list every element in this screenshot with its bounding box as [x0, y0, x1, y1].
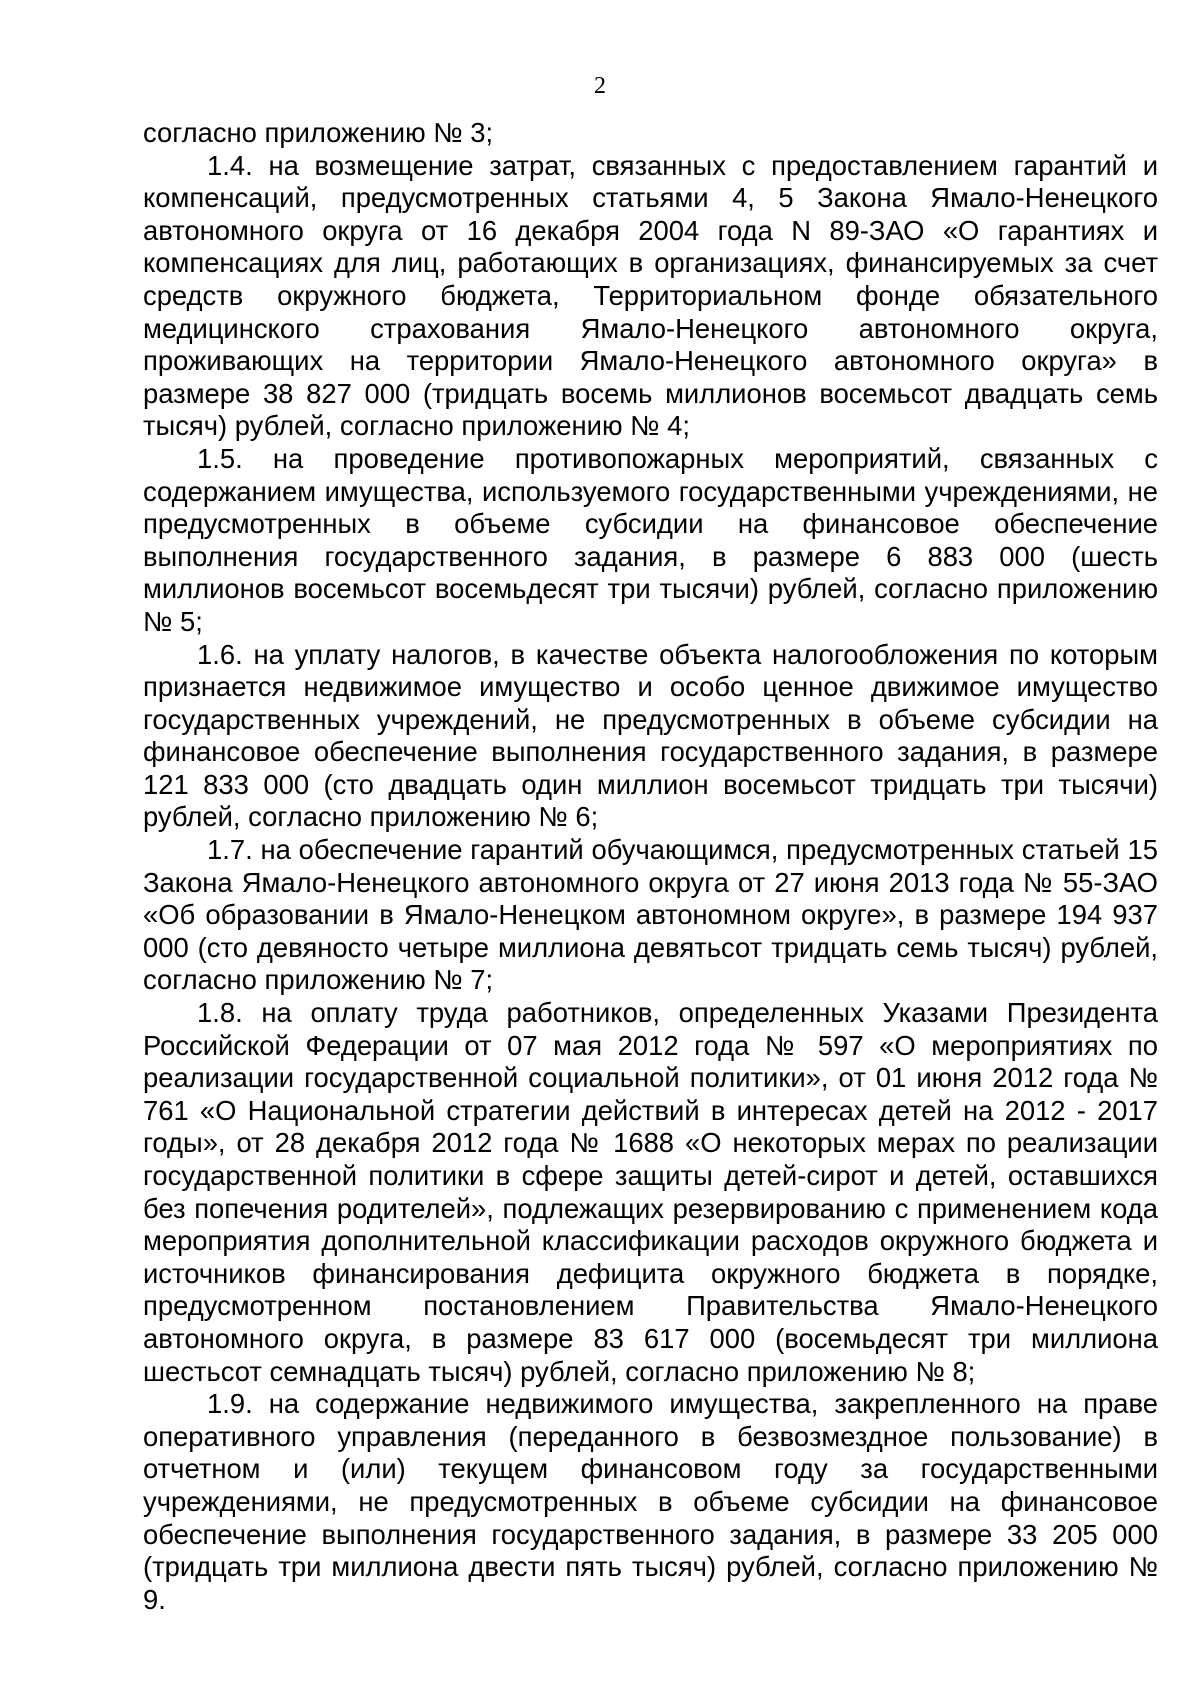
document-body: [143, 117, 1158, 1616]
paragraph-1-7: 1.7. на обеспечение гарантий обучающимся, предусмотренных статьей 15 Закона Ямало-Ненецкого автономного округа от 27 июня 2013 года № 55-ЗАО «Об образовании в Ямало-Ненецком автономном округе», в размере 194 937 000 (сто девяносто четыре миллиона девятьсот тридцать семь тысяч) рублей, согласно приложению № 7;: [143, 834, 1158, 996]
paragraph-1-4: 1.4. на возмещение затрат, связанных с предоставлением гарантий и компенсаций, предусмотренных статьями 4, 5 Закона Ямало-Ненецкого автономного округа от 16 декабря 2004 года N 89-ЗАО «О гарантиях и компенсациях для лиц, работающих в организациях, финансируемых за счет средств окружного бюджета, Территориальном фонде обязательного медицинского страхования Ямало-Ненецкого автономного округа, проживающих на территории Ямало-Ненецкого автономного округа» в размере 38 827 000 (тридцать восемь миллионов восемьсот двадцать семь тысяч) рублей, согласно приложению № 4;: [143, 149, 1158, 442]
page-number: 2: [594, 73, 606, 99]
paragraph-1-9: 1.9. на содержание недвижимого имущества, закрепленного на праве оперативного управления (переданного в безвозмездное пользование) в отчетном и (или) текущем финансовом году за государственными учреждениями, не предусмотренных в объеме субсидии на финансовое обеспечение выполнения государственного задания, в размере 33 205 000 (тридцать три миллиона двести пять тысяч) рублей, согласно приложению № 9.: [143, 1388, 1158, 1615]
paragraph-1-8: 1.8. на оплату труда работников, определенных Указами Президента Российской Федерации от 07 мая 2012 года № 597 «О мероприятиях по реализации государственной социальной политики», от 01 июня 2012 года № 761 «О Национальной стратегии действий в интересах детей на 2012 - 2017 годы», от 28 декабря 2012 года № 1688 «О некоторых мерах по реализации государственной политики в сфере защиты детей-сирот и детей, оставшихся без попечения родителей», подлежащих резервированию с применением кода мероприятия дополнительной классификации расходов окружного бюджета и источников финансирования дефицита окружного бюджета в порядке, предусмотренном постановлением Правительства Ямало-Ненецкого автономного округа, в размере 83 617 000 (восемьдесят три миллиона шестьсот семнадцать тысяч) рублей, согласно приложению № 8;: [143, 997, 1158, 1387]
paragraph-intro: согласно приложению № 3;: [143, 117, 494, 148]
paragraph-1-5: 1.5. на проведение противопожарных мероприятий, связанных с содержанием имущества, используемого государственными учреждениями, не предусмотренных в объеме субсидии на финансовое обеспечение выполнения государственного задания, в размере 6 883 000 (шесть миллионов восемьсот восемьдесят три тысячи) рублей, согласно приложению № 5;: [143, 442, 1158, 637]
paragraph-1-6: 1.6. на уплату налогов, в качестве объекта налогообложения по которым признается недвижимое имущество и особо ценное движимое имущество государственных учреждений, не предусмотренных в объеме субсидии на финансовое обеспечение выполнения государственного задания, в размере 121 833 000 (сто двадцать один миллион восемьсот тридцать три тысячи) рублей, согласно приложению № 6;: [143, 638, 1158, 833]
